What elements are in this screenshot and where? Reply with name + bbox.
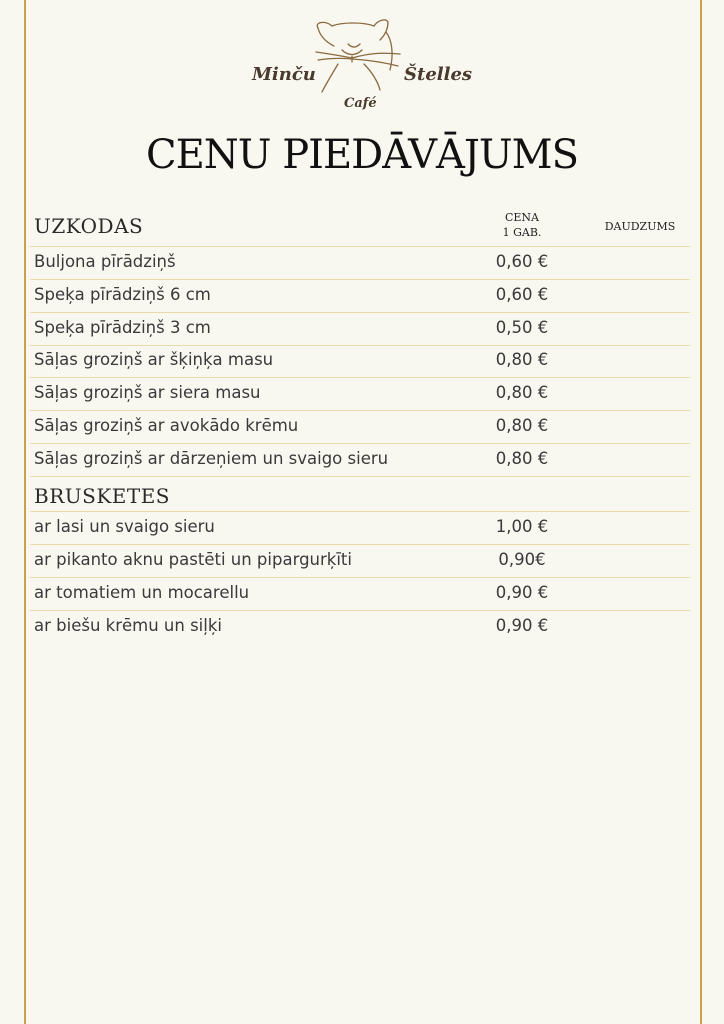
menu-item-name: Sāļas groziņš ar šķiņķa masu [34,350,274,369]
row-divider [30,312,690,313]
menu-item-name: Sāļas groziņš ar dārzeņiem un svaigo sieru [34,449,389,468]
price-header-line1: CENA [504,211,539,224]
row-divider [30,279,690,280]
row-divider [30,246,690,247]
price-column-header [492,210,552,240]
menu-item-price: 0,60 € [495,285,549,304]
row-divider [30,345,690,346]
row-divider [30,410,690,411]
menu-item-price: 0,80 € [495,350,549,369]
price-header-line2: 1 GAB. [502,226,542,239]
menu-item-price: 0,60 € [495,252,549,271]
menu-item-name: Speķa pīrādziņš 3 cm [34,318,211,337]
row-divider [30,443,690,444]
menu-item-name: ar lasi un svaigo sieru [34,517,215,536]
menu-item-price: 1,00 € [495,517,549,536]
cafe-logo [250,14,474,114]
page-title: CENU PIEDĀVĀJUMS [146,132,578,178]
section-title-brusketes: BRUSKETES [34,484,170,508]
menu-item-price: 0,80 € [495,416,549,435]
logo-brand-sub: Café [344,96,377,111]
menu-item-name: ar pikanto aknu pastēti un pipargurķīti [34,550,352,569]
row-divider [30,610,690,611]
menu-item-name: Sāļas groziņš ar avokādo krēmu [34,416,299,435]
section-title-uzkodas: UZKODAS [34,214,144,238]
row-divider [30,577,690,578]
menu-item-price: 0,80 € [495,449,549,468]
quantity-column-header: DAUDZUMS [604,220,676,233]
menu-item-price: 0,90€ [498,550,546,569]
menu-item-price: 0,90 € [495,616,549,635]
menu-item-price: 0,90 € [495,583,549,602]
menu-item-name: ar tomatiem un mocarellu [34,583,250,602]
logo-brand-left: Minču [252,64,316,85]
menu-item-name: Sāļas groziņš ar siera masu [34,383,261,402]
row-divider [30,377,690,378]
row-divider [30,476,690,477]
menu-item-price: 0,50 € [495,318,549,337]
row-divider [30,511,690,512]
menu-item-name: Buljona pīrādziņš [34,252,176,271]
menu-item-name: Speķa pīrādziņš 6 cm [34,285,211,304]
menu-item-name: ar biešu krēmu un siļķi [34,616,222,635]
cat-logo-icon [308,14,416,98]
row-divider [30,544,690,545]
logo-brand-right: Štelles [404,64,473,85]
menu-item-price: 0,80 € [495,383,549,402]
